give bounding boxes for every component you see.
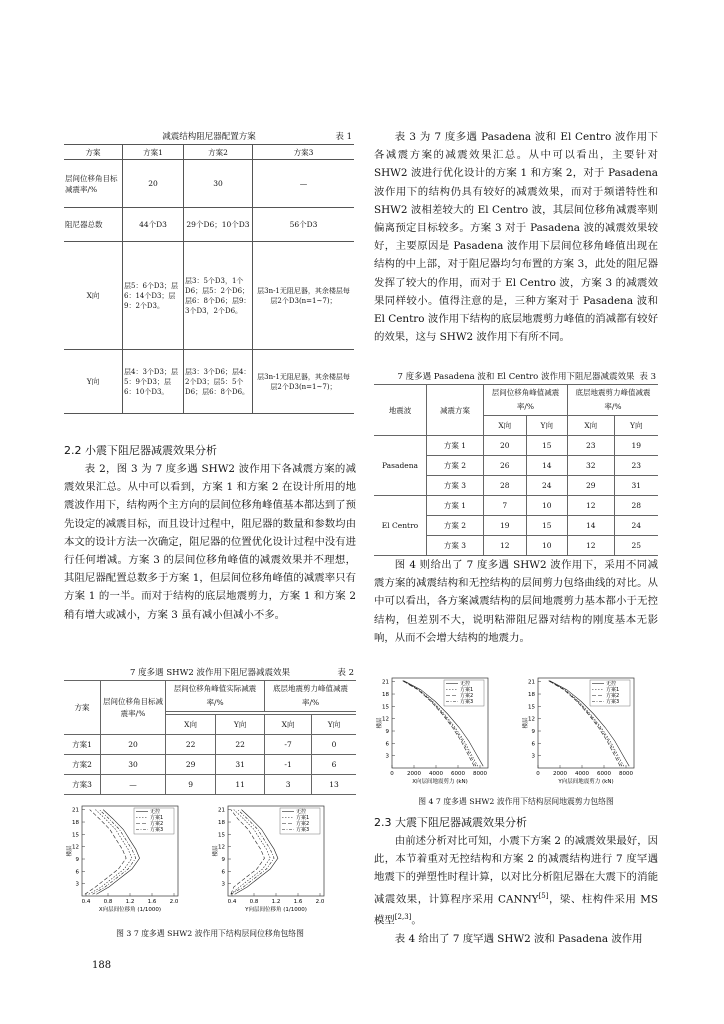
table2-cell: -7 <box>265 735 312 755</box>
table1-cell: 层4：3个D3；层5：9个D3；层6：10个D3。 <box>123 350 184 414</box>
right-para-2 <box>374 556 658 647</box>
table3-cell: 28 <box>484 476 527 496</box>
table3-row-name: 方案 3 <box>427 536 484 556</box>
table3-cell: 31 <box>614 476 658 496</box>
table2-cell: 13 <box>312 775 356 795</box>
table2-header: 层间位移角峰值实际减震率/% <box>166 681 265 712</box>
y-tick-label: 21 <box>528 679 535 686</box>
table1-cell: 层3n-1无阻尼器，其余楼层每层2个D3(n=1~7)； <box>253 350 355 414</box>
table3-row-name: 方案 2 <box>427 516 484 536</box>
table2 <box>64 666 356 795</box>
figure4 <box>376 672 666 796</box>
table3-wave: Pasadena <box>374 436 427 496</box>
plot-panel <box>521 678 634 785</box>
table3-row-name: 方案 3 <box>427 476 484 496</box>
y-tick-label: 3 <box>531 753 535 760</box>
table2-cell: 22 <box>166 735 216 755</box>
table1-row-label: X向 <box>64 242 123 350</box>
table2-cell: 30 <box>101 755 166 775</box>
table3-grid <box>374 384 658 556</box>
x-tick-label: 2.0 <box>315 899 325 905</box>
table3-cell: 12 <box>484 536 527 556</box>
figure3 <box>66 800 356 924</box>
x-tick-label: 6000 <box>451 771 465 777</box>
legend-label: 无控 <box>296 809 307 815</box>
y-tick-label: 3 <box>385 753 389 760</box>
plot-panel <box>66 806 179 913</box>
x-tick-label: 8000 <box>619 771 633 777</box>
table2-cell: 20 <box>101 735 166 755</box>
table3-cell: 29 <box>567 476 614 496</box>
table2-row-name: 方案3 <box>64 775 101 795</box>
table3-cell: 23 <box>567 436 614 456</box>
table2-cell: 6 <box>312 755 356 775</box>
table3-title: 7 度多遇 Pasadena 波和 El Centro 波作用下阻尼器减震效果 <box>397 372 635 382</box>
y-tick-label: 9 <box>385 729 389 736</box>
text-run: 由前述分析对比可知，小震下方案 2 的减震效果最好，因此，本节着重对无控结构和方案 2 的减震结构进行 7 度罕遇地震下的弹塑性时程计算，以对比分析阻尼器在大震下的消能减震效果，计算程序采用 CANNY <box>374 835 658 906</box>
y-axis-label: 楼层 <box>67 845 73 857</box>
y-tick-label: 12 <box>218 844 225 851</box>
x-tick-label: 0 <box>536 771 540 777</box>
table3-row-name: 方案 1 <box>427 436 484 456</box>
table3-cell: 28 <box>614 496 658 516</box>
legend-label: 方案1 <box>606 687 620 693</box>
y-axis-label: 楼层 <box>213 845 219 857</box>
y-tick-label: 6 <box>221 869 225 876</box>
legend-label: 方案1 <box>460 687 474 693</box>
y-tick-label: 21 <box>72 807 79 814</box>
legend <box>280 808 320 834</box>
table2-number: 表 2 <box>337 668 354 678</box>
text-run: 。 <box>411 914 422 927</box>
table2-row-name: 方案2 <box>64 755 101 775</box>
table2-header: 底层地震剪力峰值减震率/% <box>265 681 356 712</box>
x-axis-label: X向层间位移角 (1/1000) <box>98 907 162 913</box>
y-tick-label: 9 <box>75 857 79 864</box>
section-2-3 <box>374 814 658 948</box>
table2-cell: -1 <box>265 755 312 775</box>
legend <box>134 808 174 834</box>
table1-row-label: 层间位移角目标减震率/% <box>64 160 123 208</box>
table3-header: 底层地震剪力峰值减震率/% <box>567 385 658 416</box>
x-tick-label: 1.2 <box>271 899 281 905</box>
table3-cell: 25 <box>614 536 658 556</box>
table1-grid <box>64 144 354 414</box>
table1-cell: 30 <box>184 160 253 208</box>
x-tick-label: 0.8 <box>249 899 259 905</box>
table3-number: 表 3 <box>639 372 656 382</box>
legend-label: 方案3 <box>296 827 310 833</box>
y-tick-label: 15 <box>218 832 225 839</box>
table1-row-label: 阻尼器总数 <box>64 208 123 242</box>
y-tick-label: 12 <box>382 716 389 723</box>
legend-label: 方案2 <box>606 693 620 699</box>
table2-cell: 29 <box>166 755 216 775</box>
table2-cell: 11 <box>216 775 265 795</box>
body-paragraph: 表 3 为 7 度多遇 Pasadena 波和 El Centro 波作用下各减震方案的减震效果汇总。从中可以看出，主要针对 SHW2 波进行优化设计的方案 1 和方案 2，对于 Pasadena 波作用下的结构仍具有较好的减震效果，而对于频谱特性和 SHW2 波相差较大的 El Centro 波，其层间位移角减震率则偏离预定目标较多。方案 3 对于 Pasadena 波的减震效果较好，主要原因是 Pasadena 波作用下层间位移角峰值出现在结构的中上部，对于阻尼器均匀布置的方案 3，此处的阻尼器发挥了较大的作用，而对于 El Centro 波，方案 3 的减震效果同样较小。值得注意的是，三种方案对于 Pasadena 波和 El Centro 波作用下结构的底层地震剪力峰值的消减都有较好的效果，这与 SHW2 波作用下有所不同。 <box>374 131 658 344</box>
table2-caption <box>64 666 356 680</box>
figure4-plots <box>376 672 666 792</box>
x-tick-label: 0.8 <box>103 899 113 905</box>
legend-label: 方案1 <box>296 815 310 821</box>
right-para-1 <box>374 128 658 346</box>
x-axis-label: Y向层间位移角 (1/1000) <box>245 907 307 913</box>
table1-header: 方案2 <box>184 145 253 160</box>
table1-number: 表 1 <box>335 132 352 142</box>
y-tick-label: 3 <box>221 881 225 888</box>
y-tick-label: 21 <box>382 679 389 686</box>
table3-cell: 20 <box>484 436 527 456</box>
table2-title: 7 度多遇 SHW2 波作用下阻尼器减震效果 <box>130 668 290 678</box>
table2-subheader: X向 <box>166 715 216 735</box>
table1-cell: 20 <box>123 160 184 208</box>
table2-header: 层间位移角目标减震率/% <box>101 681 166 735</box>
section-heading: 2.2 小震下阻尼器减震效果分析 <box>64 444 217 457</box>
body-paragraph: 图 4 则给出了 7 度多遇 SHW2 波作用下，采用不同减震方案的减震结构和无控结构的层间剪力包络曲线的对比。从中可以看出，各方案减震结构的层间地震剪力基本都小于无控结构，但差别不大，说明粘滞阻尼器对结构的刚度基本无影响，从而不会增大结构的地震力。 <box>374 559 658 644</box>
table3-cell: 10 <box>526 536 567 556</box>
x-tick-label: 0.4 <box>227 899 237 905</box>
table1-cell: 44个D3 <box>123 208 184 242</box>
citation: [2,3] <box>394 913 412 922</box>
table3-cell: 12 <box>567 496 614 516</box>
y-tick-label: 18 <box>528 692 535 699</box>
citation: [5] <box>538 891 549 900</box>
x-axis-label: Y向层间地震剪力 (kN) <box>558 779 614 785</box>
legend <box>590 680 630 706</box>
table1-cell: 层3：5个D3，1个D6；层5：2个D6；层6：8个D6；层9：3个D3，2个D6。 <box>184 242 253 350</box>
table2-cell: — <box>101 775 166 795</box>
legend-label: 无控 <box>460 681 471 687</box>
table1-header: 方案1 <box>123 145 184 160</box>
section-2-2 <box>64 442 356 624</box>
table2-grid <box>64 680 356 795</box>
table2-cell: 9 <box>166 775 216 795</box>
x-axis-label: X向层间地震剪力 (kN) <box>412 779 468 785</box>
table3-cell: 14 <box>526 456 567 476</box>
y-axis-label: 楼层 <box>523 717 529 729</box>
x-tick-label: 2.0 <box>169 899 179 905</box>
legend-label: 方案2 <box>460 693 474 699</box>
x-tick-label: 1.6 <box>293 899 303 905</box>
y-tick-label: 15 <box>72 832 79 839</box>
table1-caption <box>64 130 354 144</box>
y-tick-label: 9 <box>531 729 535 736</box>
table3-header: 地震波 <box>374 385 427 436</box>
series-line <box>89 810 132 895</box>
body-paragraph <box>374 832 658 930</box>
x-tick-label: 2000 <box>407 771 421 777</box>
table3 <box>374 370 658 556</box>
table3-row-name: 方案 1 <box>427 496 484 516</box>
figure4-caption: 图 4 7 度多遇 SHW2 波作用下结构层间地震剪力包络图 <box>418 797 614 806</box>
x-tick-label: 0 <box>390 771 394 777</box>
table3-cell: 19 <box>484 516 527 536</box>
table1-cell: 56个D3 <box>253 208 355 242</box>
table3-cell: 15 <box>526 436 567 456</box>
table2-cell: 0 <box>312 735 356 755</box>
x-tick-label: 1.6 <box>147 899 157 905</box>
table3-cell: 32 <box>567 456 614 476</box>
table3-header: 减震方案 <box>427 385 484 436</box>
table1-cell: 层5：6个D3；层6：14个D3；层9：2个D3。 <box>123 242 184 350</box>
legend-label: 方案3 <box>460 699 474 705</box>
series-line <box>85 810 126 895</box>
legend-label: 方案3 <box>150 827 164 833</box>
table3-cell: 24 <box>614 516 658 536</box>
table1-cell: 层3n-1无阻尼器，其余楼层每层2个D3(n=1~7)； <box>253 242 355 350</box>
figure3-caption: 图 3 7 度多遇 SHW2 波作用下结构层间位移角包络图 <box>116 929 304 938</box>
table3-subheader: Y向 <box>526 416 567 436</box>
section-heading: 2.3 大震下阻尼器减震效果分析 <box>374 816 527 829</box>
figure3-plots <box>66 800 356 920</box>
x-tick-label: 4000 <box>429 771 443 777</box>
table3-row-name: 方案 2 <box>427 456 484 476</box>
table2-subheader: Y向 <box>216 715 265 735</box>
text-run: ，梁、柱构件采用 MS 模型 <box>374 893 658 927</box>
table2-header: 方案 <box>64 681 101 735</box>
x-tick-label: 0.4 <box>81 899 91 905</box>
table1-header: 方案 <box>64 145 123 160</box>
y-tick-label: 6 <box>75 869 79 876</box>
table1-cell: 层3：3个D6；层4：2个D3；层5：5个D6；层6：8个D6。 <box>184 350 253 414</box>
table2-cell: 22 <box>216 735 265 755</box>
y-tick-label: 3 <box>75 881 79 888</box>
table3-subheader: Y向 <box>614 416 658 436</box>
body-paragraph: 表 2，图 3 为 7 度多遇 SHW2 波作用下各减震方案的减震效果汇总。从中可以看到，方案 1 和方案 2 在设计所用的地震波作用下，结构两个主方向的层间位移角峰值基本都达到了预先设定的减震目标，而且设计过程中，阻尼器的数量和参数均由本文的设计方法一次确定，阻尼器的位置优化设计过程中没有进行任何增减。方案 3 的层间位移角峰值的减震效果并不理想，其阻尼器配置总数多于方案 1，但层间位移角峰值的减震率只有方案 1 的一半。而对于结构的底层地震剪力，方案 1 和方案 2 稍有增大或减小，方案 3 虽有减小但减小不多。 <box>64 463 356 621</box>
table3-caption <box>374 370 658 384</box>
x-tick-label: 6000 <box>597 771 611 777</box>
table1 <box>64 130 354 414</box>
x-tick-label: 2000 <box>553 771 567 777</box>
table3-cell: 10 <box>526 496 567 516</box>
y-tick-label: 9 <box>221 857 225 864</box>
page-number: 188 <box>92 960 112 971</box>
table1-cell: — <box>253 160 355 208</box>
table3-wave: El Centro <box>374 496 427 556</box>
table3-subheader: X向 <box>567 416 614 436</box>
table1-row-label: Y向 <box>64 350 123 414</box>
table3-cell: 15 <box>526 516 567 536</box>
x-tick-label: 1.2 <box>125 899 135 905</box>
y-axis-label: 楼层 <box>377 717 383 729</box>
legend-label: 无控 <box>150 809 161 815</box>
table3-cell: 24 <box>526 476 567 496</box>
table1-header: 方案3 <box>253 145 355 160</box>
y-tick-label: 21 <box>218 807 225 814</box>
series-line <box>231 810 265 895</box>
table3-header: 层间位移角峰值减震率/% <box>484 385 568 416</box>
y-tick-label: 18 <box>382 692 389 699</box>
table3-cell: 26 <box>484 456 527 476</box>
table3-cell: 7 <box>484 496 527 516</box>
y-tick-label: 12 <box>72 844 79 851</box>
table3-cell: 19 <box>614 436 658 456</box>
y-tick-label: 6 <box>531 741 535 748</box>
table2-cell: 31 <box>216 755 265 775</box>
table3-subheader: X向 <box>484 416 527 436</box>
x-tick-label: 8000 <box>473 771 487 777</box>
table1-cell: 29个D6；10个D3 <box>184 208 253 242</box>
body-paragraph: 表 4 给出了 7 度罕遇 SHW2 波和 Pasadena 波作用 <box>394 932 643 945</box>
plot-panel <box>376 678 488 785</box>
x-tick-label: 4000 <box>575 771 589 777</box>
legend-label: 方案3 <box>606 699 620 705</box>
legend-label: 方案2 <box>296 821 310 827</box>
y-tick-label: 18 <box>218 820 225 827</box>
table3-cell: 14 <box>567 516 614 536</box>
legend-label: 方案2 <box>150 821 164 827</box>
y-tick-label: 15 <box>528 704 535 711</box>
y-tick-label: 12 <box>528 716 535 723</box>
plot-panel <box>211 806 325 913</box>
legend-label: 无控 <box>606 681 617 687</box>
legend <box>444 680 484 706</box>
table3-cell: 12 <box>567 536 614 556</box>
legend-label: 方案1 <box>150 815 164 821</box>
table3-cell: 23 <box>614 456 658 476</box>
y-tick-label: 6 <box>385 741 389 748</box>
table1-title: 减震结构阻尼器配置方案 <box>162 132 256 142</box>
table2-subheader: Y向 <box>312 715 356 735</box>
table2-row-name: 方案1 <box>64 735 101 755</box>
table2-subheader: X向 <box>265 715 312 735</box>
table2-cell: 3 <box>265 775 312 795</box>
y-tick-label: 15 <box>382 704 389 711</box>
y-tick-label: 18 <box>72 820 79 827</box>
